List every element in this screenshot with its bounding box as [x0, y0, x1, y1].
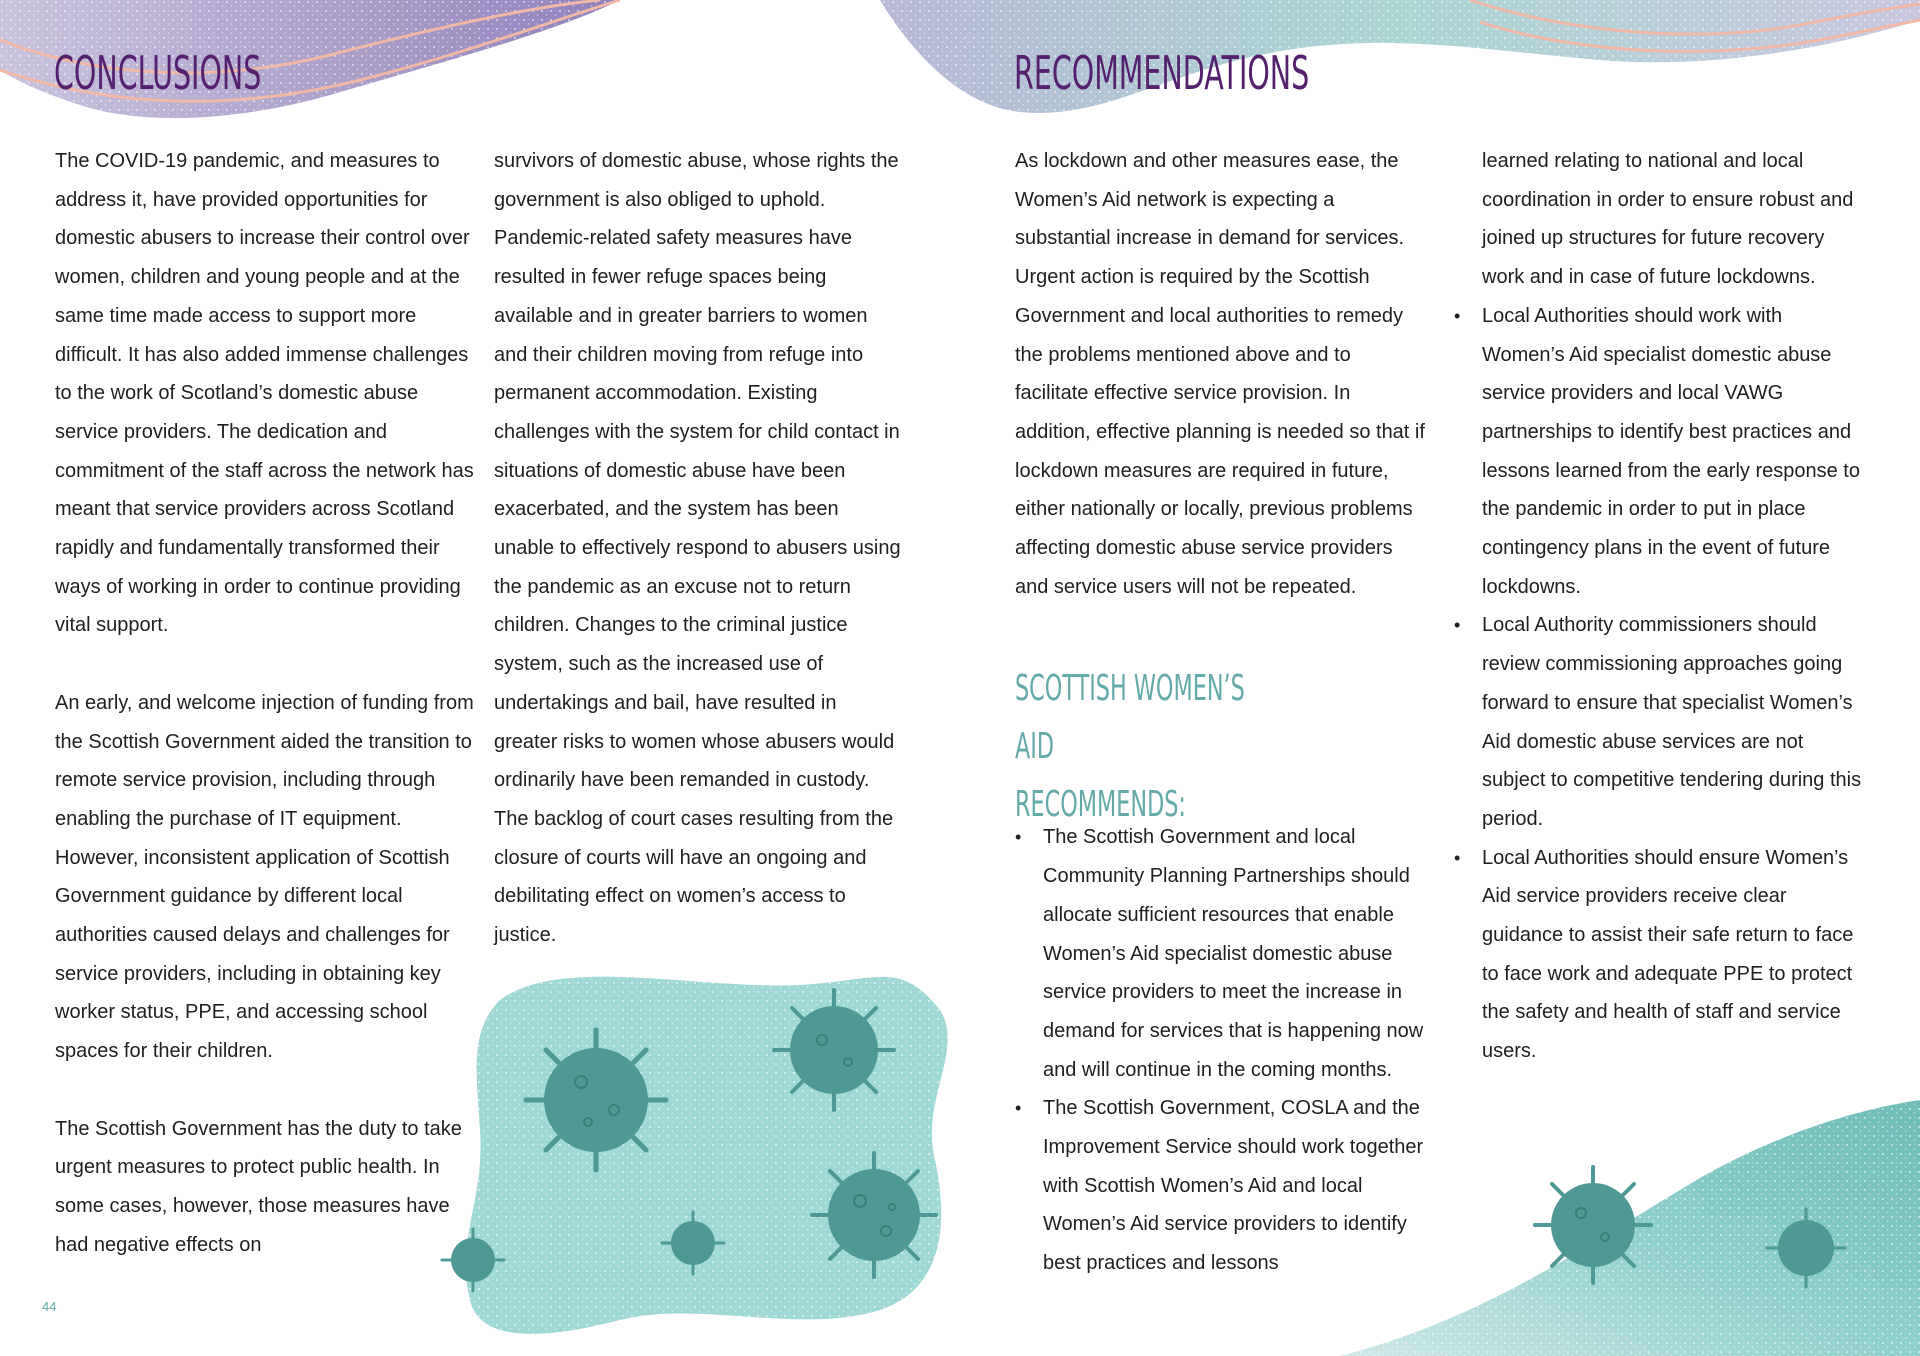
list-item: • Local Authorities should work with Women’s Aid specialist domestic abuse service providers and local VAWG partnerships to identify best practices and lessons learned from the early response to the pandemic in order to put in place contingency plans in the event of future lockdowns. — [1454, 297, 1867, 607]
recommendations-column-2 — [1482, 142, 1867, 1071]
list-item: • Local Authorities should ensure Women’s Aid service providers receive clear guidance to assist their safe return to face to face work and adequate PPE to protect the safety and health of staff and service users. — [1454, 839, 1867, 1071]
recommendations-heading: RECOMMENDATIONS — [1014, 46, 1310, 100]
subheading-line: RECOMMENDS: — [1015, 784, 1186, 826]
recommendations-column-1 — [1015, 142, 1429, 1283]
list-item: • The Scottish Government and local Community Planning Partnerships should allocate sufficient resources that enable Women’s Aid specialist domestic abuse service providers to meet the increase in demand for services that is happening now and will continue in the coming months. — [1015, 818, 1429, 1089]
recommendations-list-left — [1015, 818, 1429, 1282]
virus-icon — [1535, 1167, 1651, 1283]
virus-icon — [774, 990, 894, 1110]
recommendations-list-right — [1482, 297, 1867, 1071]
conclusions-column-1 — [55, 142, 475, 1264]
conclusions-heading: CONCLUSIONS — [54, 46, 262, 100]
virus-icon — [526, 1030, 666, 1170]
paragraph: An early, and welcome injection of funding from the Scottish Government aided the transition to remote service provision, including through enabling the purchase of IT equipment. However, inconsistent application of Scottish Government guidance by different local authorities caused delays and challenges for service providers, including in obtaining key worker status, PPE, and accessing school spaces for their children. — [55, 691, 474, 1063]
paragraph: The COVID-19 pandemic, and measures to address it, have provided opportunities for domestic abusers to increase their control over women, children and young people and at the same time made access to support more difficult. It has also added immense challenges to the work of Scotland’s domestic abuse service providers. The dedication and commitment of the staff across the network has meant that service providers across Scotland rapidly and fundamentally transformed their ways of working in order to continue providing vital support. — [55, 150, 474, 637]
paragraph: The Scottish Government has the duty to take urgent measures to protect public health. In some cases, however, those measures have had negative effects on — [55, 1117, 462, 1256]
virus-icon — [812, 1153, 936, 1277]
recommends-subheading — [1015, 660, 1272, 834]
paragraph: survivors of domestic abuse, whose rights the government is also obliged to uphold. Pandemic-related safety measures have resulted in fewer refuge spaces being available and in greater barriers to women and their children moving from refuge into permanent accommodation. Existing challenges with the system for child contact in situations of domestic abuse have been exacerbated, and the system has been unable to effectively respond to abusers using the pandemic as an excuse not to return children. Changes to the criminal justice system, such as the increased use of undertakings and bail, have resulted in greater risks to women whose abusers would ordinarily have been remanded in custody. The backlog of court cases resulting from the closure of courts will have an ongoing and debilitating effect on women’s access to justice. — [494, 150, 901, 947]
conclusions-column-2 — [494, 142, 904, 955]
list-item: • Local Authority commissioners should review commissioning approaches going forward to ensure that specialist Women’s Aid domestic abuse services are not subject to competitive tendering during this period. — [1454, 606, 1867, 838]
list-item: • The Scottish Government, COSLA and the Improvement Service should work together with Scottish Women’s Aid and local Women’s Aid service providers to identify best practices and lessons — [1015, 1089, 1429, 1283]
subheading-line: SCOTTISH WOMEN’S AID — [1015, 668, 1245, 768]
page-number: 44 — [42, 1299, 57, 1314]
continuation-text: learned relating to national and local coordination in order to ensure robust and joined up structures for future recovery work and in case of future lockdowns. — [1482, 150, 1854, 289]
intro-paragraph: As lockdown and other measures ease, the Women’s Aid network is expecting a substantial increase in demand for services. Urgent action is required by the Scottish Government and local authorities to remedy the problems mentioned above and to facilitate effective service provision. In addition, effective planning is needed so that if lockdown measures are required in future, either nationally or locally, previous problems affecting domestic abuse service providers and service users will not be repeated. — [1015, 150, 1425, 598]
